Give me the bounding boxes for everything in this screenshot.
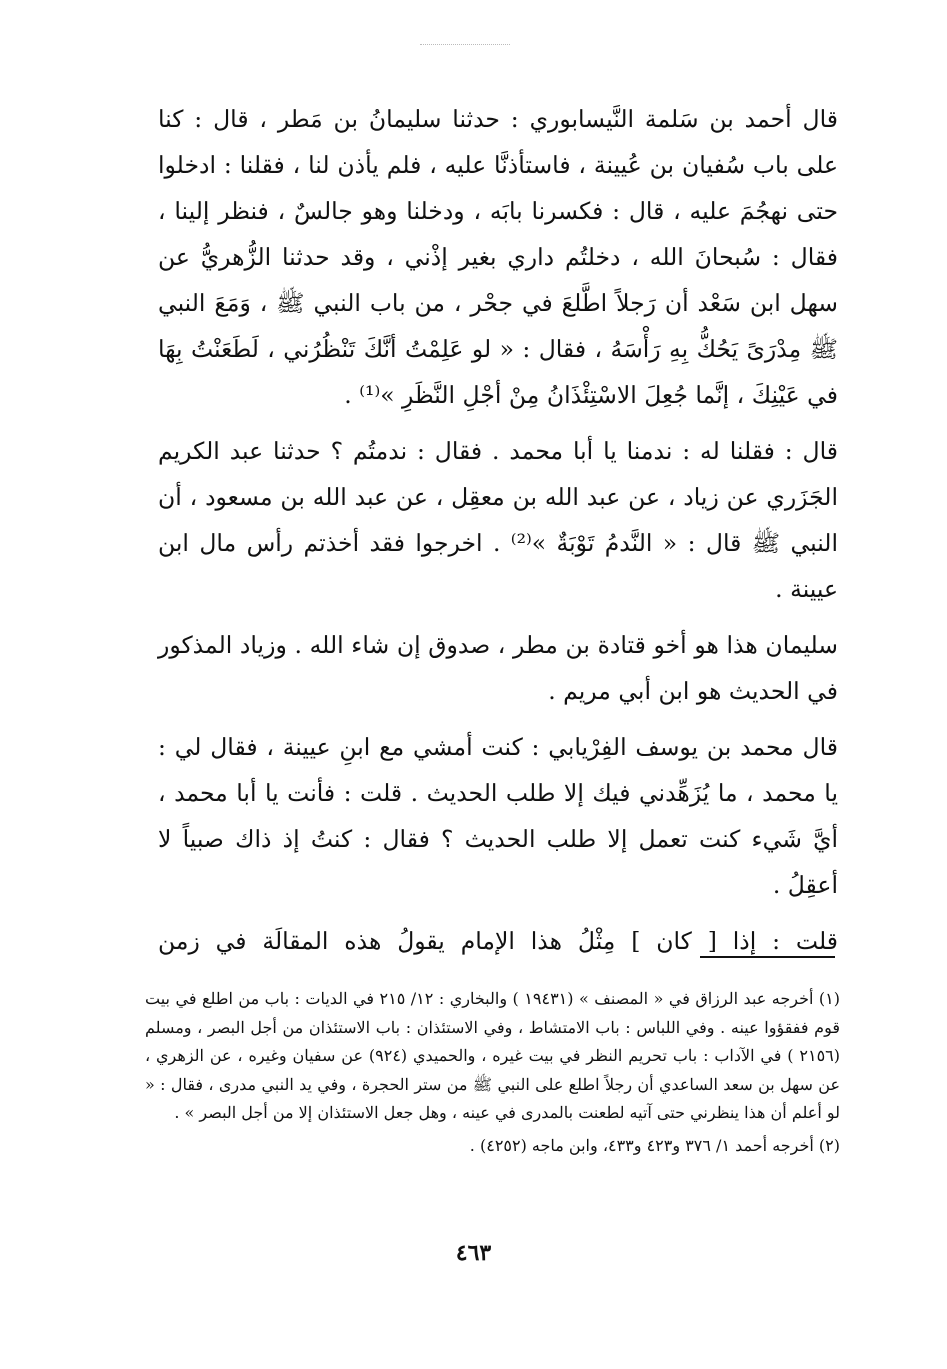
page-number: ٤٦٣ (455, 1240, 492, 1266)
footnote-1: (١) أخرجه عبد الرزاق في « المصنف » (١٩٤٣١ ) والبخاري : ١٢/ ٢١٥ في الديات : باب من اطلع في بيت قوم ففقؤوا عينه . وفي اللباس : باب الامتشاط ، وفي الاستئذان : باب الاستئذان من أجل البصر ، ومسلم (٢١٥٦ ) في الآداب : باب تحريم النظر في بيت غيره ، والحميدي (٩٢٤) عن سفيان وغيره ، عن الزهري ، عن سهل بن سعد الساعدي أن رجلاً اطلع على النبي ﷺ من ستر الحجرة ، وفي يد النبي مدرى ، فقال : « لو أعلم أن هذا ينظرني حتى آتيه لطعنت بالمدرى في عينه ، وهل جعل الاستئذان إلا من أجل البصر » . (145, 989, 841, 1123)
footnotes (145, 985, 840, 1161)
paragraph-3: سليمان هذا هو أخو قتادة بن مطر ، صدوق إن شاء الله . وزياد المذكور في الحديث هو ابن أبي مريم . (158, 631, 838, 705)
top-scan-mark (420, 44, 510, 47)
paragraph-4: قال محمد بن يوسف الفِرْيابي : كنت أمشي مع ابنِ عيينة ، فقال لي : يا محمد ، ما يُزَهِّدني فيك إلا طلب الحديث . قلت : فأنت يا أبا محمد ، أيَّ شَيء كنت تعمل إلا طلب الحديث ؟ فقال : كنتُ إذ ذاك صبياً لا أعقِلُ . (158, 733, 838, 899)
footnote-separator (700, 956, 835, 958)
main-text (158, 96, 838, 964)
paragraph-2: قال : فقلنا له : ندمنا يا أبا محمد . فقال : ندمتُم ؟ حدثنا عبد الكريم الجَزَري عن زياد ، عن عبد الله بن معقِل ، عن عبد الله بن مسعود ، أن النبي ﷺ قال : « النَّدمُ تَوْبَةٌ »⁽²⁾ . اخرجوا فقد أخذتم رأس مال ابن عيينة . (158, 437, 838, 603)
footnote-2: (٢) أخرجه أحمد ١/ ٣٧٦ و٤٢٣ و٤٣٣، وابن ماجه (٤٢٥٢) . (469, 1135, 840, 1155)
paragraph-1: قال أحمد بن سَلمة النَّيسابوري : حدثنا سليمانُ بن مَطر ، قال : كنا على باب سُفيان بن عُيينة ، فاستأذنَّا عليه ، فلم يأذن لنا ، فقلنا : ادخلوا حتى نهجُمَ عليه ، قال : فكسرنا بابَه ، ودخلنا وهو جالسٌ ، فنظر إلينا ، فقال : سُبحانَ الله ، دخلتُم داري بغير إذْني ، وقد حدثنا الزُّهريُّ عن سهل ابن سَعْد أن رَجلاً اطَّلعَ في جحْر ، من باب النبي ﷺ ، وَمَعَ النبي ﷺ مِدْرَىً يَحُكُّ بِهِ رَأْسَهُ ، فقال : « لو عَلِمْتُ أنَّكَ تَنْظُرُني ، لَطَعَنْتُ بِهَا في عَيْنِكَ ، إنَّما جُعِلَ الاسْتِئْذَانُ مِنْ أجْلِ النَّظَرِ »⁽¹⁾ . (158, 105, 838, 409)
paragraph-5: قلت : إذا [ كان ] مِثْلُ هذا الإمام يقولُ هذه المقالَة في زمن (158, 927, 838, 955)
